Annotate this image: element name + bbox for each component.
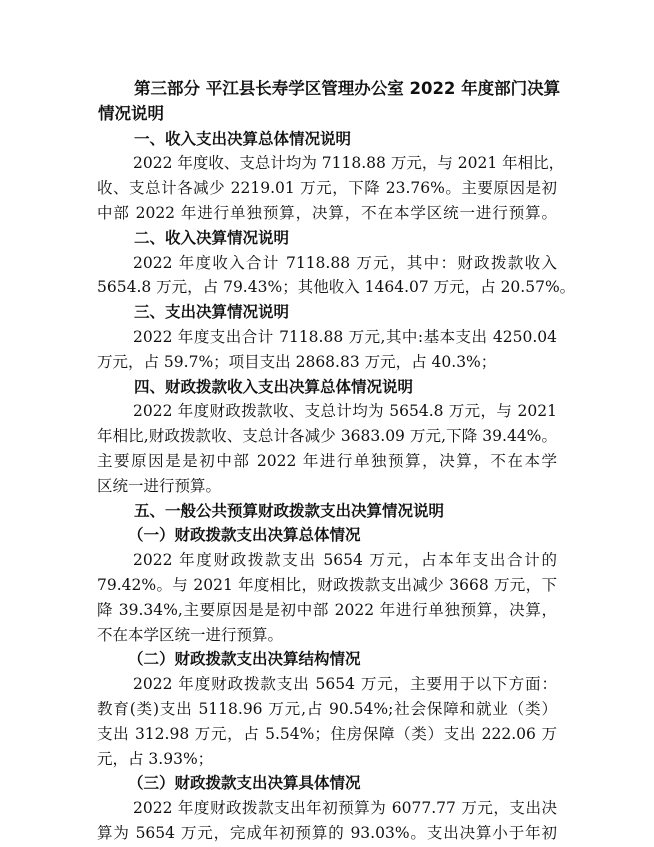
section-5-sub-3-paragraph-line: 2022 年度财政拨款支出年初预算为 6077.77 万元，支出决 [133,799,557,818]
section-4-paragraph-line: 区统一进行预算。 [97,476,222,495]
section-4-paragraph-line: 主要原因是是初中部 2022 年进行单独预算，决算，不在本学 [97,452,557,470]
section-5-heading: 五、一般公共预算财政拨款支出决算情况说明 [134,501,445,520]
section-3-heading: 三、支出决算情况说明 [134,303,290,322]
section-1-paragraph-line: 2022 年度收、支总计均为 7118.88 万元，与 2021 年相比， [133,154,565,173]
section-1-heading: 一、收入支出决算总体情况说明 [134,129,352,148]
section-4-paragraph-line: 年相比,财政拨款收、支总计各减少 3683.09 万元,下降 39.44%。 [97,427,557,446]
section-2-heading: 二、收入决算情况说明 [134,228,290,247]
section-5-sub-3-heading: （三）财政拨款支出决算具体情况 [128,774,361,793]
section-5-sub-1-paragraph-line: 不在本学区统一进行预算。 [97,625,284,644]
section-3-paragraph-line: 2022 年度支出合计 7118.88 万元,其中:基本支出 4250.04 [133,328,557,346]
section-2-paragraph-line: 2022 年度收入合计 7118.88 万元，其中：财政拨款收入 [133,253,557,272]
document-title-line-1: 第三部分 平江县长寿学区管理办公室 2022 年度部门决算 [134,79,561,98]
section-5-sub-1-heading: （一）财政拨款支出决算总体情况 [128,526,361,545]
section-5-sub-1-paragraph-line: 79.42%。与 2021 年度相比，财政拨款支出减少 3668 万元，下 [97,576,557,594]
section-3-paragraph-line: 万元，占 59.7%；项目支出 2868.83 万元，占 40.3%； [97,352,497,371]
document-title-line-2: 情况说明 [98,103,164,123]
section-5-sub-2-heading: （二）财政拨款支出决算结构情况 [128,650,361,669]
section-5-sub-2-paragraph-line: 2022 年度财政拨款支出 5654 万元，主要用于以下方面： [133,675,557,694]
section-5-sub-2-paragraph-line: 支出 312.98 万元，占 5.54%；住房保障（类）支出 222.06 万 [97,724,557,743]
section-2-paragraph-line: 5654.8 万元，占 79.43%；其他收入 1464.07 万元，占 20.57%。 [97,278,576,297]
section-4-heading: 四、财政拨款收入支出决算总体情况说明 [134,377,414,396]
section-1-paragraph-line: 中部 2022 年进行单独预算，决算，不在本学区统一进行预算。 [97,204,557,222]
section-4-paragraph-line: 2022 年度财政拨款收、支总计均为 5654.8 万元，与 2021 [133,402,557,421]
section-5-sub-3-paragraph-line: 算为 5654 万元，完成年初预算的 93.03%。支出决算小于年初 [97,824,557,842]
section-5-sub-2-paragraph-line: 元，占 3.93%； [97,749,214,768]
section-5-sub-1-paragraph-line: 降 39.34%,主要原因是是初中部 2022 年进行单独预算，决算， [97,600,557,619]
section-5-sub-2-paragraph-line: 教育(类)支出 5118.96 万元,占 90.54%;社会保障和就业（类） [97,700,557,718]
section-5-sub-1-paragraph-line: 2022 年度财政拨款支出 5654 万元，占本年支出合计的 [133,551,557,570]
section-1-paragraph-line: 收、支总计各减少 2219.01 万元，下降 23.76%。主要原因是初 [97,179,557,198]
